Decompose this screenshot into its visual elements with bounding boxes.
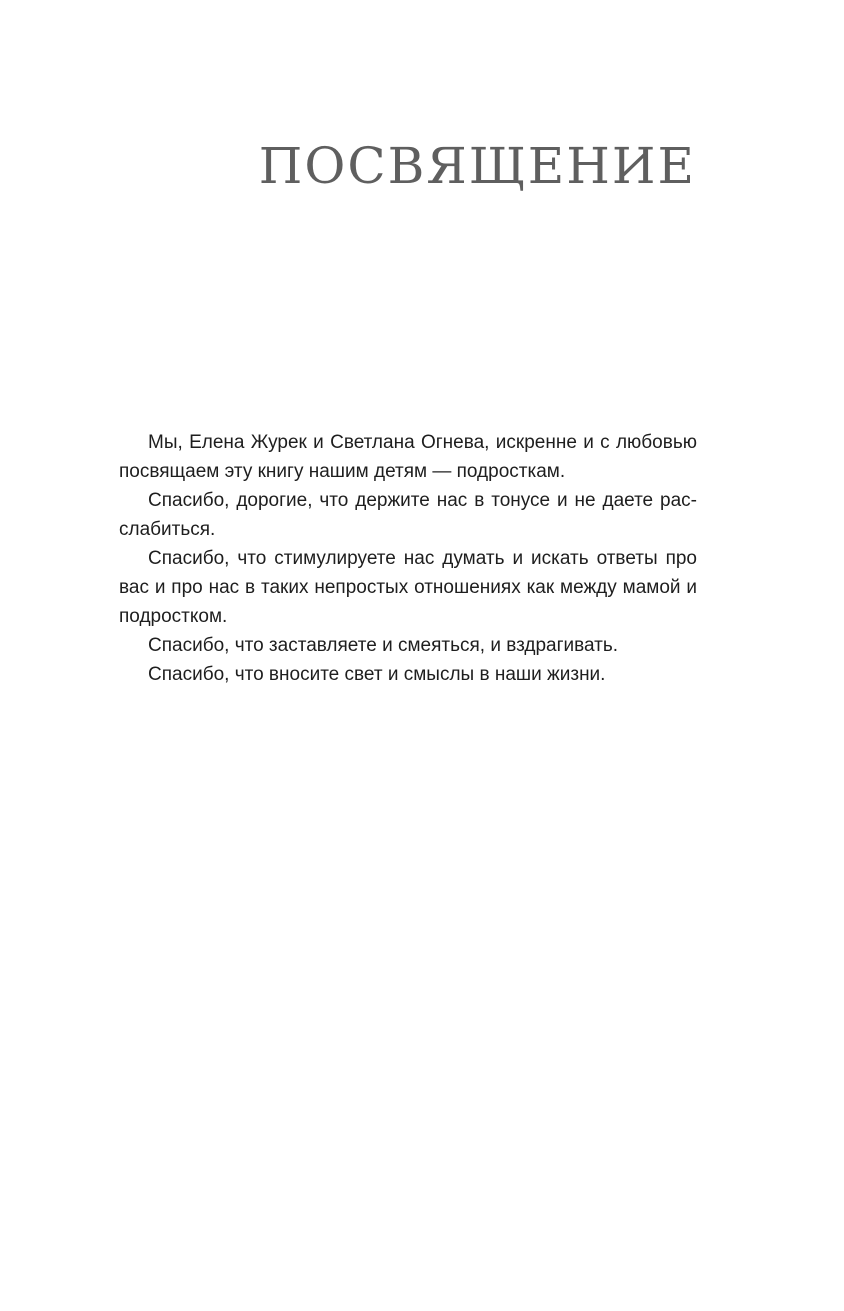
paragraph: Спасибо, что стимулируете нас думать и искать ответы про вас и про нас в таких непростых отношениях как между мамой и подростком.	[119, 548, 697, 627]
paragraph: Мы, Елена Журек и Светлана Огнева, искренне и с любовью посвящаем эту книгу нашим детям — подросткам.	[119, 432, 697, 482]
paragraph: Спасибо, что вносите свет и смыслы в наши жизни.	[148, 664, 606, 685]
paragraph: Спасибо, что заставляете и смеяться, и вздрагивать.	[148, 635, 619, 656]
paragraph: Спасибо, дорогие, что держите нас в тонусе и не даете расслабиться.	[119, 490, 697, 540]
page-title: ПОСВЯЩЕНИЕ	[258, 137, 696, 195]
dedication-text	[119, 428, 697, 689]
